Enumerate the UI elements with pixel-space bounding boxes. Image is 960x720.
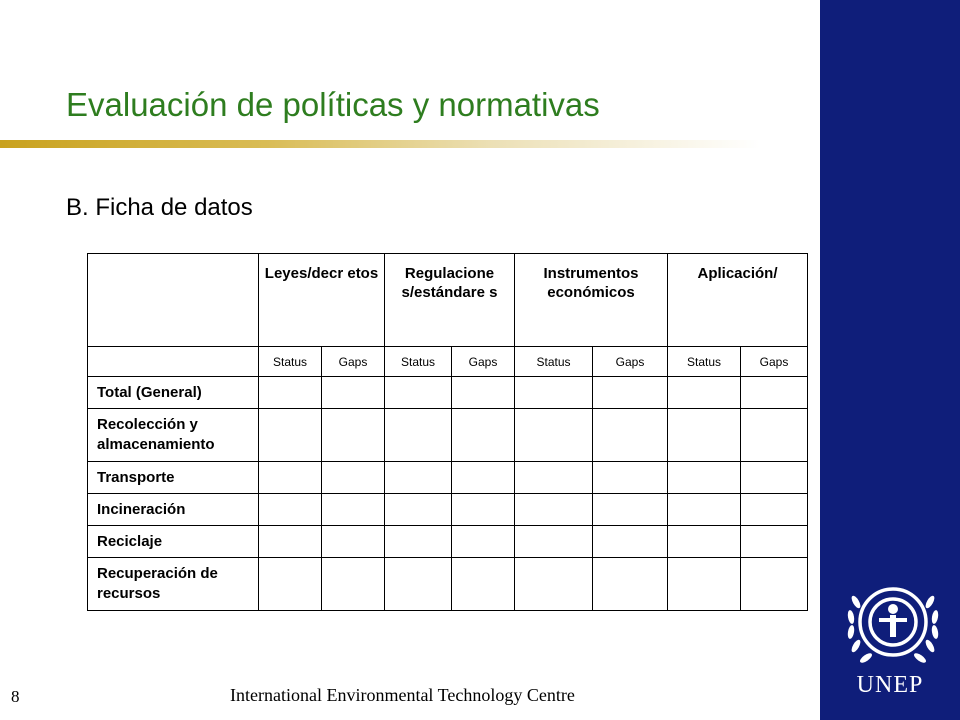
data-cell: [452, 494, 515, 526]
row-label: Reciclaje: [88, 526, 259, 558]
data-cell: [515, 377, 593, 409]
data-cell: [385, 494, 452, 526]
sub-header-row: [88, 347, 808, 377]
data-cell: [259, 409, 322, 462]
row-label: Incineración: [88, 494, 259, 526]
sub-header: Status: [385, 347, 452, 377]
data-cell: [593, 377, 668, 409]
table-row: [88, 377, 808, 409]
data-cell: [452, 377, 515, 409]
sub-header: Gaps: [593, 347, 668, 377]
group-header-row: [88, 254, 808, 347]
data-cell: [515, 526, 593, 558]
data-cell: [515, 558, 593, 611]
data-cell: [452, 409, 515, 462]
group-header: Instrumentos económicos: [515, 254, 668, 347]
unep-logo-text: UNEP: [856, 672, 924, 698]
data-cell: [668, 494, 741, 526]
data-cell: [322, 526, 385, 558]
data-cell: [668, 558, 741, 611]
data-cell: [515, 409, 593, 462]
data-cell: [322, 409, 385, 462]
table-row: [88, 494, 808, 526]
data-cell: [593, 409, 668, 462]
data-cell: [385, 409, 452, 462]
data-cell: [668, 462, 741, 494]
table-row: [88, 409, 808, 462]
title-underline-rule: [0, 140, 760, 148]
sub-header: Status: [259, 347, 322, 377]
data-cell: [452, 526, 515, 558]
data-cell: [741, 409, 808, 462]
data-cell: [452, 558, 515, 611]
data-cell: [515, 462, 593, 494]
data-cell: [668, 377, 741, 409]
row-label: Recolección y almacenamiento: [88, 409, 259, 462]
data-cell: [741, 494, 808, 526]
data-cell: [259, 558, 322, 611]
footer-organization: International Environmental Technology Centre: [230, 685, 575, 705]
sub-header: Status: [515, 347, 593, 377]
unep-emblem-icon: [838, 572, 948, 672]
data-cell: [322, 494, 385, 526]
data-cell: [741, 377, 808, 409]
data-cell: [741, 558, 808, 611]
data-cell: [593, 494, 668, 526]
data-cell: [452, 462, 515, 494]
group-header: Leyes/decr etos: [259, 254, 385, 347]
data-cell: [741, 462, 808, 494]
sub-header: Status: [668, 347, 741, 377]
table-row: [88, 462, 808, 494]
data-cell: [668, 526, 741, 558]
data-cell: [259, 494, 322, 526]
slide-subtitle: B. Ficha de datos: [66, 194, 253, 221]
data-cell: [322, 377, 385, 409]
row-label: Recuperación de recursos: [88, 558, 259, 611]
data-cell: [385, 462, 452, 494]
data-cell: [385, 377, 452, 409]
data-cell: [385, 558, 452, 611]
row-label: Total (General): [88, 377, 259, 409]
data-cell: [259, 377, 322, 409]
data-cell: [593, 558, 668, 611]
data-cell: [593, 462, 668, 494]
data-cell: [741, 526, 808, 558]
group-header: Regulacione s/estándare s: [385, 254, 515, 347]
sub-header: Gaps: [741, 347, 808, 377]
group-header: Aplicación/: [668, 254, 808, 347]
data-cell: [322, 462, 385, 494]
corner-cell: [88, 254, 259, 347]
sub-header: Gaps: [452, 347, 515, 377]
policy-data-sheet-table: [87, 253, 808, 611]
data-cell: [259, 526, 322, 558]
data-cell: [259, 462, 322, 494]
page-number: 8: [11, 687, 20, 706]
data-cell: [322, 558, 385, 611]
row-label: Transporte: [88, 462, 259, 494]
slide-title: Evaluación de políticas y normativas: [66, 86, 600, 123]
data-cell: [515, 494, 593, 526]
data-cell: [385, 526, 452, 558]
data-cell: [668, 409, 741, 462]
data-cell: [593, 526, 668, 558]
sub-header: Gaps: [322, 347, 385, 377]
table-row: [88, 558, 808, 611]
table-row: [88, 526, 808, 558]
corner-cell: [88, 347, 259, 377]
